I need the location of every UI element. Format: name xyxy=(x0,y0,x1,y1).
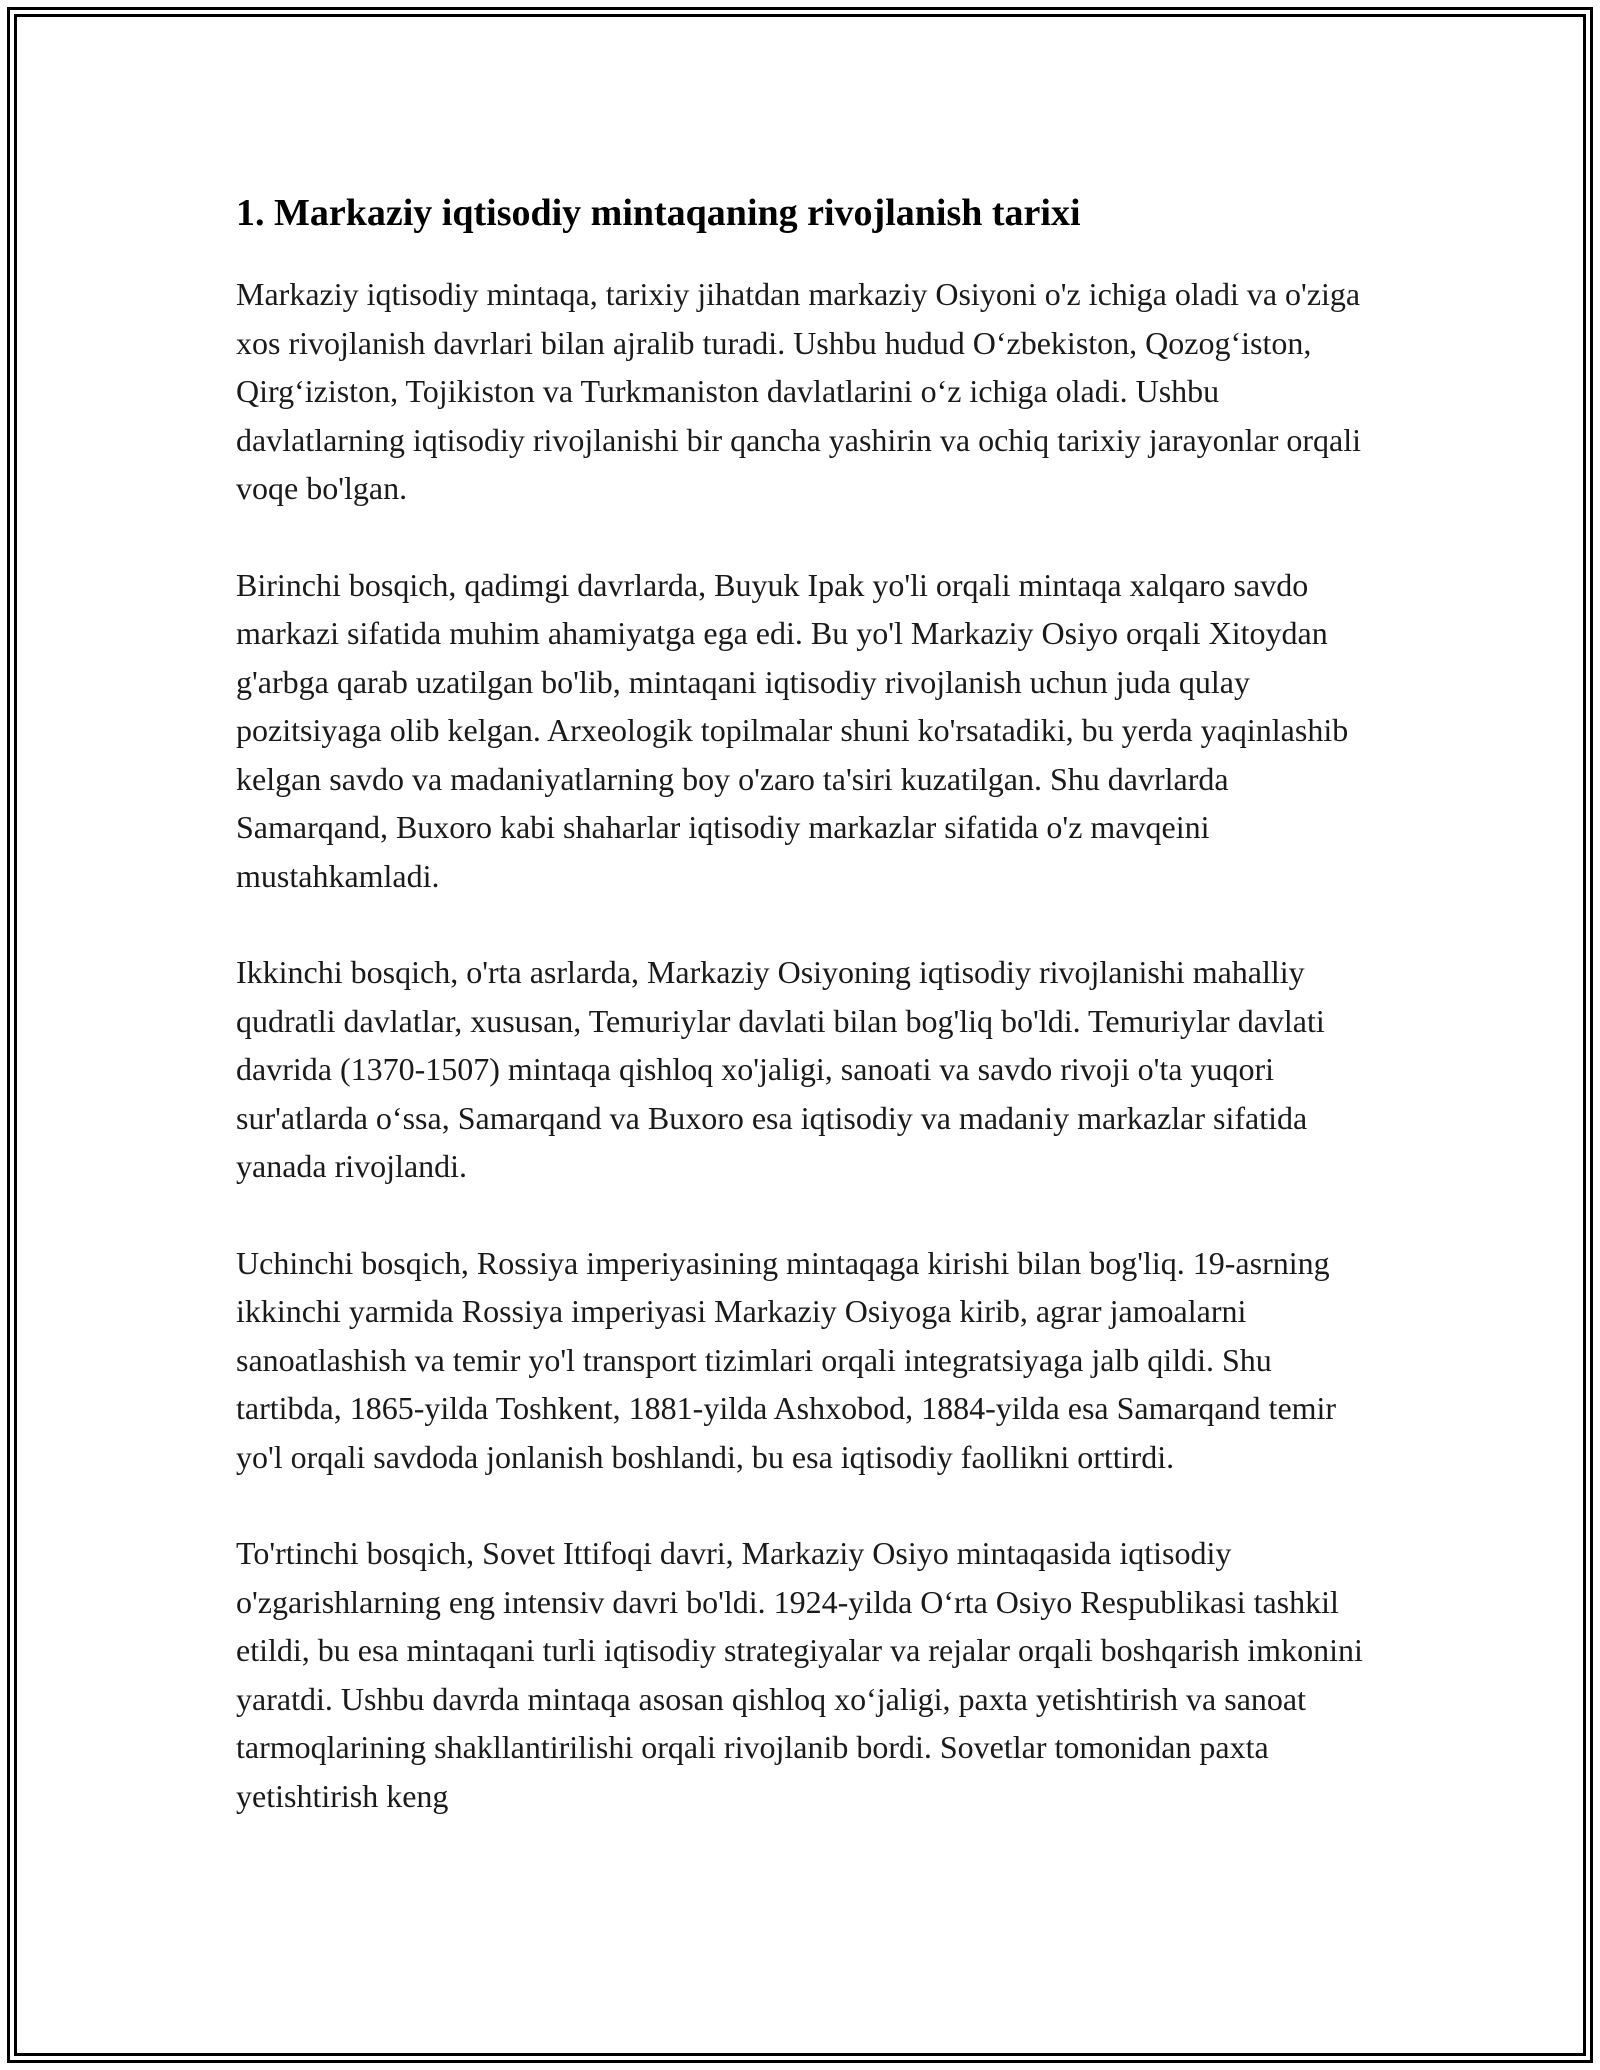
paragraph-stage-four: To'rtinchi bosqich, Sovet Ittifoqi davri, Markaziy Osiyo mintaqasida iqtisodiy o'zgarishlarning eng intensiv davri bo'ldi. 1924-yilda O‘rta Osiyo Respublikasi tashkil etildi, bu esa mintaqani turli iqtisodiy strategiyalar va rejalar orqali boshqarish imkonini yaratdi. Ushbu davrda mintaqa asosan qishloq xo‘jaligi, paxta yetishtirish va sanoat tarmoqlarining shakllantirilishi orqali rivojlanib bordi. Sovetlar tomonidan paxta yetishtirish keng xyxy=(236,1535,1363,1814)
paragraph-stage-two: Ikkinchi bosqich, o'rta asrlarda, Markaziy Osiyoning iqtisodiy rivojlanishi mahalliy qudratli davlatlar, xususan, Temuriylar davlati bilan bog'liq bo'ldi. Temuriylar davlati davrida (1370-1507) mintaqa qishloq xo'jaligi, sanoati va savdo rivoji o'ta yuqori sur'atlarda o‘ssa, Samarqand va Buxoro esa iqtisodiy va madaniy markazlar sifatida yanada rivojlandi. xyxy=(236,954,1325,1184)
paragraph-intro: Markaziy iqtisodiy mintaqa, tarixiy jihatdan markaziy Osiyoni o'z ichiga oladi va o'ziga xos rivojlanish davrlari bilan ajralib turadi. Ushbu hudud O‘zbekiston, Qozog‘iston, Qirg‘iziston, Tojikiston va Turkmaniston davlatlarini o‘z ichiga oladi. Ushbu davlatlarning iqtisodiy rivojlanishi bir qancha yashirin va ochiq tarixiy jarayonlar orqali voqe bo'lgan. xyxy=(236,276,1362,506)
paragraph-stage-one: Birinchi bosqich, qadimgi davrlarda, Buyuk Ipak yo'li orqali mintaqa xalqaro savdo markazi sifatida muhim ahamiyatga ega edi. Bu yo'l Markaziy Osiyo orqali Xitoydan g'arbga qarab uzatilgan bo'lib, mintaqani iqtisodiy rivojlanish uchun juda qulay pozitsiyaga olib kelgan. Arxeologik topilmalar shuni ko'rsatadiki, bu yerda yaqinlashib kelgan savdo va madaniyatlarning boy o'zaro ta'siri kuzatilgan. Shu davrlarda Samarqand, Buxoro kabi shaharlar iqtisodiy markazlar sifatida o'z mavqeini mustahkamladi. xyxy=(236,566,1349,894)
paragraph-stage-three: Uchinchi bosqich, Rossiya imperiyasining mintaqaga kirishi bilan bog'liq. 19-asrning ikkinchi yarmida Rossiya imperiyasi Markaziy Osiyoga kirib, agrar jamoalarni sanoatlashish va temir yo'l transport tizimlari orqali integratsiyaga jalb qildi. Shu tartibda, 1865-yilda Toshkent, 1881-yilda Ashxobod, 1884-yilda esa Samarqand temir yo'l orqali savdoda jonlanish boshlandi, bu esa iqtisodiy faollikni orttirdi. xyxy=(236,1244,1337,1475)
document-body xyxy=(236,190,1366,1868)
section-heading: 1. Markaziy iqtisodiy mintaqaning rivojlanish tarixi xyxy=(236,192,1081,234)
